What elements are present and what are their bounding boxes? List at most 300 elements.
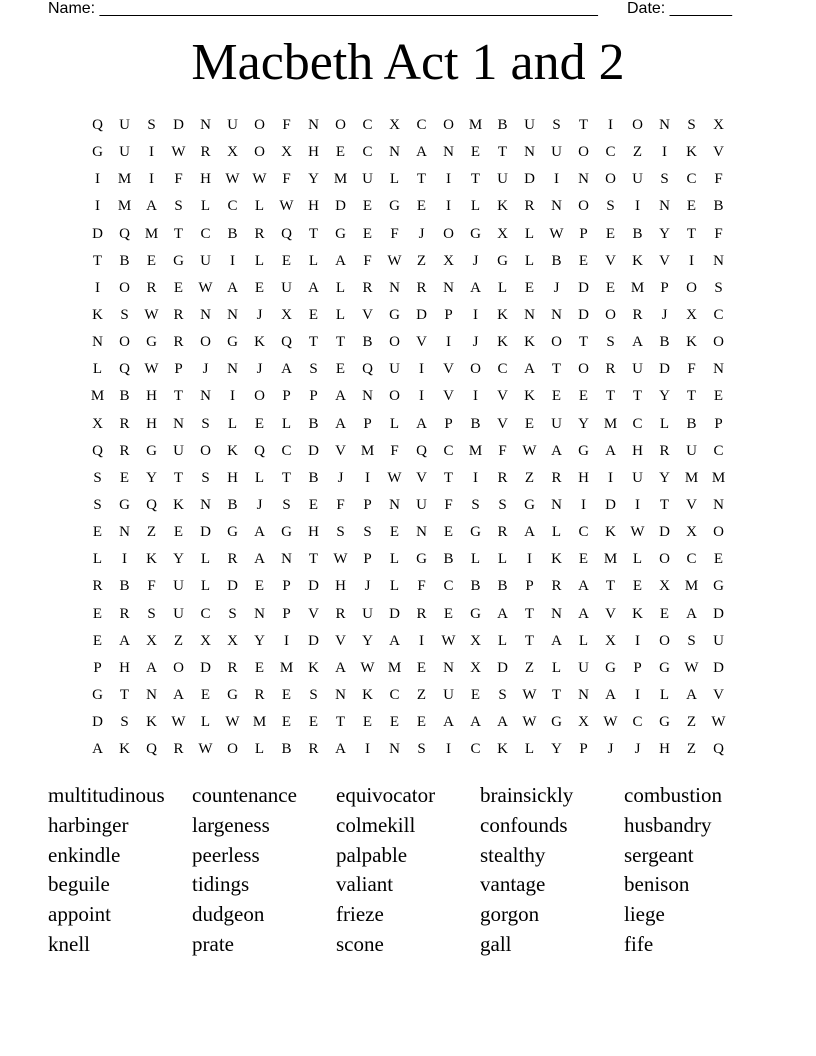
grid-letter: B	[497, 578, 508, 595]
grid-letter: N	[713, 252, 724, 269]
grid-letter: C	[362, 117, 373, 133]
grid-letter: Z	[632, 144, 643, 161]
word-bank-item: tidings	[192, 872, 250, 897]
grid-letter: L	[389, 415, 400, 432]
grid-letter: X	[389, 117, 400, 133]
grid-letter: E	[92, 524, 103, 541]
grid-letter: N	[389, 144, 400, 161]
grid-letter: T	[632, 388, 643, 405]
grid-letter: I	[419, 632, 424, 649]
grid-letter: H	[308, 524, 319, 541]
grid-letter: P	[174, 361, 183, 378]
grid-letter: E	[362, 225, 373, 242]
word-bank-item: combustion	[624, 783, 722, 807]
grid-letter: X	[443, 252, 454, 269]
grid-letter: I	[95, 171, 100, 188]
grid-letter: C	[605, 144, 616, 161]
grid-letter: C	[470, 741, 481, 758]
grid-letter: I	[473, 469, 478, 486]
word-bank-item: gorgon	[480, 902, 540, 927]
grid-row	[84, 601, 732, 628]
grid-letter: C	[416, 117, 427, 133]
grid-letter: K	[119, 741, 130, 758]
grid-letter: V	[335, 632, 346, 649]
grid-letter: W	[387, 469, 402, 486]
grid-letter: N	[173, 415, 184, 432]
grid-letter: F	[714, 225, 723, 242]
grid-letter: U	[578, 659, 589, 676]
grid-letter: W	[360, 659, 375, 676]
grid-letter: D	[713, 659, 724, 676]
grid-letter: R	[659, 442, 670, 459]
grid-letter: M	[90, 388, 105, 405]
grid-letter: M	[279, 659, 294, 676]
grid-letter: E	[713, 551, 724, 568]
grid-letter: J	[472, 334, 479, 351]
grid-letter: S	[714, 279, 723, 296]
word-bank-item: knell	[48, 931, 90, 956]
grid-letter: T	[173, 225, 184, 242]
grid-letter: X	[92, 415, 103, 432]
grid-letter: L	[578, 632, 589, 649]
grid-letter: W	[387, 252, 402, 269]
grid-letter: X	[686, 524, 697, 541]
word-bank-item: fife	[624, 931, 654, 956]
grid-letter: L	[497, 551, 508, 568]
grid-letter: K	[146, 551, 157, 568]
word-bank-item: largeness	[192, 812, 270, 837]
word-search-grid	[84, 112, 732, 763]
grid-letter: E	[254, 415, 265, 432]
grid-letter: V	[605, 605, 616, 622]
grid-letter: E	[254, 659, 265, 676]
grid-letter: A	[335, 252, 346, 269]
grid-letter: G	[227, 686, 238, 703]
grid-letter: G	[470, 524, 481, 541]
grid-letter: S	[336, 524, 345, 541]
grid-letter: C	[200, 605, 211, 622]
grid-letter: R	[416, 279, 427, 296]
grid-letter: B	[551, 252, 562, 269]
grid-letter: N	[308, 117, 319, 133]
grid-letter: S	[147, 117, 156, 133]
grid-letter: T	[335, 714, 346, 731]
grid-letter: V	[335, 442, 346, 459]
grid-letter: L	[497, 279, 508, 296]
word-bank-item: scone	[336, 931, 384, 956]
grid-row	[84, 302, 732, 329]
grid-letter: Q	[92, 117, 103, 133]
grid-letter: J	[661, 306, 668, 323]
grid-letter: M	[117, 198, 132, 215]
grid-letter: S	[606, 334, 615, 351]
grid-letter: R	[254, 686, 265, 703]
grid-letter: S	[309, 686, 318, 703]
grid-letter: P	[633, 659, 642, 676]
grid-letter: N	[389, 496, 400, 513]
grid-letter: N	[119, 524, 130, 541]
grid-row	[84, 546, 732, 573]
grid-letter: D	[173, 117, 184, 133]
grid-letter: R	[497, 524, 508, 541]
header	[48, 0, 748, 20]
grid-letter: I	[608, 469, 613, 486]
grid-letter: M	[603, 415, 618, 432]
word-bank-item: equivocator	[336, 783, 436, 807]
grid-letter: N	[416, 524, 427, 541]
grid-letter: L	[92, 551, 103, 568]
grid-letter: N	[389, 741, 400, 758]
word-bank-item: brainsickly	[480, 783, 574, 807]
grid-letter: W	[522, 686, 537, 703]
grid-row	[84, 682, 732, 709]
grid-letter: S	[309, 361, 318, 378]
grid-letter: A	[497, 605, 508, 622]
grid-letter: R	[308, 741, 319, 758]
word-bank-item: frieze	[336, 902, 384, 927]
grid-letter: P	[93, 659, 102, 676]
grid-letter: O	[470, 361, 481, 378]
grid-letter: W	[522, 714, 537, 731]
grid-letter: E	[281, 714, 292, 731]
grid-letter: G	[92, 686, 103, 703]
grid-letter: L	[659, 686, 670, 703]
grid-letter: E	[416, 714, 427, 731]
grid-letter: A	[173, 686, 184, 703]
grid-letter: P	[444, 415, 453, 432]
grid-letter: A	[227, 279, 238, 296]
grid-letter: A	[686, 686, 697, 703]
grid-letter: G	[659, 714, 670, 731]
grid-letter: H	[200, 171, 211, 188]
grid-letter: Z	[524, 659, 535, 676]
grid-letter: L	[470, 551, 481, 568]
grid-letter: Z	[146, 524, 157, 541]
grid-letter: B	[227, 496, 238, 513]
grid-letter: G	[92, 144, 103, 161]
grid-letter: Q	[416, 442, 427, 459]
grid-letter: F	[147, 578, 156, 595]
grid-letter: M	[603, 551, 618, 568]
grid-letter: L	[92, 361, 103, 378]
grid-letter: T	[524, 632, 535, 649]
grid-letter: C	[686, 171, 697, 188]
grid-letter: U	[362, 605, 373, 622]
grid-letter: P	[579, 741, 588, 758]
grid-letter: G	[416, 551, 427, 568]
grid-letter: E	[335, 144, 346, 161]
grid-letter: F	[174, 171, 183, 188]
grid-letter: G	[551, 714, 562, 731]
grid-letter: S	[120, 306, 129, 323]
grid-letter: F	[417, 578, 426, 595]
grid-letter: O	[443, 225, 454, 242]
grid-letter: L	[551, 524, 562, 541]
grid-letter: U	[713, 632, 724, 649]
grid-letter: H	[308, 144, 319, 161]
grid-letter: N	[227, 361, 238, 378]
grid-letter: E	[281, 252, 292, 269]
grid-row	[84, 193, 732, 220]
grid-letter: L	[200, 198, 211, 215]
word-bank-item: benison	[624, 872, 690, 897]
grid-letter: M	[144, 225, 159, 242]
grid-letter: B	[281, 741, 292, 758]
grid-letter: G	[173, 252, 184, 269]
grid-letter: N	[443, 279, 454, 296]
grid-letter: G	[227, 334, 238, 351]
grid-letter: D	[578, 279, 589, 296]
grid-letter: G	[713, 578, 724, 595]
grid-letter: A	[146, 659, 157, 676]
grid-letter: F	[714, 171, 723, 188]
word-bank-item: husbandry	[624, 812, 712, 837]
grid-letter: E	[389, 524, 400, 541]
grid-letter: U	[632, 469, 643, 486]
grid-letter: S	[201, 415, 210, 432]
grid-letter: S	[282, 496, 291, 513]
grid-letter: J	[256, 496, 263, 513]
grid-row	[84, 465, 732, 492]
grid-letter: P	[714, 415, 723, 432]
grid-letter: U	[551, 415, 562, 432]
grid-letter: C	[632, 714, 643, 731]
grid-row	[84, 492, 732, 519]
grid-letter: E	[578, 252, 589, 269]
word-bank-item: multitudinous	[48, 783, 165, 807]
grid-letter: W	[198, 279, 213, 296]
grid-letter: N	[200, 306, 211, 323]
grid-letter: N	[551, 496, 562, 513]
grid-row	[84, 329, 732, 356]
grid-letter: H	[146, 415, 157, 432]
grid-letter: K	[605, 524, 616, 541]
grid-letter: X	[146, 632, 157, 649]
grid-letter: G	[470, 605, 481, 622]
grid-letter: P	[363, 496, 372, 513]
grid-letter: R	[173, 741, 184, 758]
grid-letter: Q	[254, 442, 265, 459]
grid-letter: K	[362, 686, 373, 703]
grid-letter: O	[254, 117, 265, 133]
grid-letter: B	[497, 117, 508, 133]
grid-letter: A	[335, 741, 346, 758]
grid-letter: D	[92, 225, 103, 242]
grid-letter: Z	[173, 632, 184, 649]
grid-letter: I	[446, 334, 451, 351]
word-bank	[48, 780, 768, 959]
grid-letter: I	[365, 469, 370, 486]
grid-letter: X	[686, 306, 697, 323]
grid-letter: C	[389, 686, 400, 703]
grid-letter: Q	[713, 741, 724, 758]
grid-letter: I	[446, 171, 451, 188]
grid-row	[84, 383, 732, 410]
grid-letter: L	[497, 632, 508, 649]
grid-letter: W	[441, 632, 456, 649]
grid-letter: L	[200, 714, 211, 731]
grid-letter: S	[93, 469, 102, 486]
grid-letter: N	[713, 361, 724, 378]
grid-letter: S	[417, 741, 426, 758]
grid-letter: V	[308, 605, 319, 622]
grid-letter: T	[551, 686, 562, 703]
grid-letter: H	[146, 388, 157, 405]
grid-letter: N	[443, 659, 454, 676]
grid-letter: K	[173, 496, 184, 513]
grid-letter: Y	[254, 632, 265, 649]
grid-row	[84, 248, 732, 275]
grid-letter: I	[554, 171, 559, 188]
grid-letter: E	[92, 605, 103, 622]
grid-letter: H	[119, 659, 130, 676]
grid-letter: G	[146, 334, 157, 351]
grid-letter: J	[472, 252, 479, 269]
grid-letter: D	[578, 306, 589, 323]
grid-letter: Q	[146, 741, 157, 758]
grid-letter: X	[497, 225, 508, 242]
grid-row	[84, 628, 732, 655]
grid-letter: G	[389, 306, 400, 323]
grid-letter: B	[713, 198, 724, 215]
grid-letter: E	[362, 714, 373, 731]
grid-letter: S	[147, 605, 156, 622]
grid-letter: U	[119, 117, 130, 133]
grid-letter: V	[659, 252, 670, 269]
grid-letter: X	[281, 306, 292, 323]
grid-letter: U	[443, 686, 454, 703]
grid-letter: N	[659, 198, 670, 215]
grid-letter: O	[200, 334, 211, 351]
grid-letter: N	[524, 144, 535, 161]
grid-letter: L	[470, 198, 481, 215]
grid-letter: T	[308, 225, 319, 242]
grid-letter: K	[497, 741, 508, 758]
grid-letter: O	[578, 144, 589, 161]
grid-letter: E	[254, 578, 265, 595]
grid-letter: L	[254, 252, 265, 269]
grid-letter: E	[200, 686, 211, 703]
grid-letter: A	[389, 632, 400, 649]
grid-letter: Z	[416, 686, 427, 703]
grid-letter: S	[174, 198, 183, 215]
grid-letter: V	[416, 334, 427, 351]
grid-letter: D	[389, 605, 400, 622]
grid-letter: P	[444, 306, 453, 323]
grid-row	[84, 519, 732, 546]
grid-letter: O	[389, 334, 400, 351]
grid-letter: T	[119, 686, 130, 703]
grid-letter: L	[659, 415, 670, 432]
grid-letter: B	[227, 225, 238, 242]
grid-letter: A	[470, 714, 481, 731]
grid-row	[84, 709, 732, 736]
grid-letter: F	[282, 171, 291, 188]
grid-letter: K	[524, 334, 535, 351]
grid-letter: S	[93, 496, 102, 513]
grid-letter: A	[524, 524, 535, 541]
grid-letter: E	[416, 198, 427, 215]
grid-letter: L	[200, 578, 211, 595]
grid-letter: U	[362, 171, 373, 188]
grid-letter: R	[524, 198, 535, 215]
grid-letter: I	[446, 741, 451, 758]
grid-letter: R	[227, 551, 238, 568]
grid-letter: U	[389, 361, 400, 378]
grid-letter: A	[551, 632, 562, 649]
grid-letter: F	[363, 252, 372, 269]
grid-letter: O	[227, 741, 238, 758]
grid-letter: W	[522, 442, 537, 459]
grid-letter: E	[146, 252, 157, 269]
grid-letter: Y	[146, 469, 157, 486]
grid-row	[84, 655, 732, 682]
grid-letter: F	[687, 361, 696, 378]
grid-letter: W	[225, 171, 240, 188]
grid-letter: S	[552, 117, 561, 133]
grid-letter: W	[252, 171, 267, 188]
grid-letter: P	[282, 578, 291, 595]
grid-letter: K	[227, 442, 238, 459]
grid-letter: U	[173, 578, 184, 595]
grid-letter: T	[416, 171, 427, 188]
grid-letter: E	[524, 279, 535, 296]
grid-letter: K	[632, 605, 643, 622]
grid-letter: J	[256, 361, 263, 378]
grid-letter: O	[659, 551, 670, 568]
grid-letter: C	[443, 442, 454, 459]
grid-letter: H	[632, 442, 643, 459]
grid-letter: A	[443, 714, 454, 731]
grid-letter: B	[119, 388, 130, 405]
grid-letter: N	[200, 117, 211, 133]
grid-letter: N	[551, 605, 562, 622]
grid-letter: I	[149, 171, 154, 188]
grid-letter: A	[605, 442, 616, 459]
grid-letter: S	[660, 171, 669, 188]
grid-letter: W	[630, 524, 645, 541]
grid-letter: A	[416, 415, 427, 432]
grid-letter: N	[200, 496, 211, 513]
grid-letter: N	[524, 306, 535, 323]
grid-letter: K	[497, 198, 508, 215]
grid-letter: B	[443, 551, 454, 568]
grid-letter: N	[659, 117, 670, 133]
grid-letter: L	[254, 469, 265, 486]
grid-letter: D	[200, 524, 211, 541]
grid-letter: X	[281, 144, 292, 161]
grid-letter: X	[578, 714, 589, 731]
grid-letter: O	[119, 334, 130, 351]
word-bank-item: stealthy	[480, 842, 546, 867]
grid-letter: B	[632, 225, 643, 242]
grid-letter: D	[308, 632, 319, 649]
grid-letter: I	[608, 117, 613, 133]
word-bank-item: liege	[624, 902, 665, 927]
grid-letter: Y	[659, 388, 670, 405]
grid-letter: A	[281, 361, 292, 378]
grid-letter: E	[632, 578, 643, 595]
grid-letter: A	[524, 361, 535, 378]
grid-row	[84, 221, 732, 248]
grid-letter: M	[252, 714, 267, 731]
grid-letter: P	[525, 578, 534, 595]
grid-letter: I	[365, 741, 370, 758]
grid-letter: S	[120, 714, 129, 731]
grid-letter: T	[605, 388, 616, 405]
grid-letter: D	[308, 442, 319, 459]
grid-letter: F	[498, 442, 507, 459]
